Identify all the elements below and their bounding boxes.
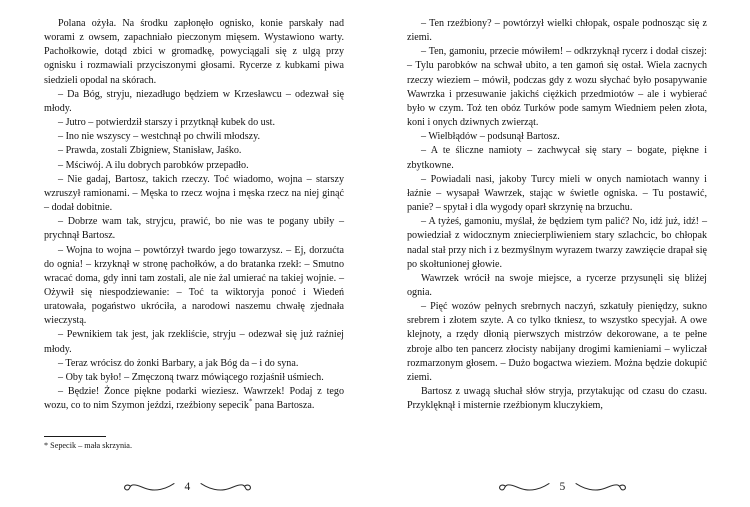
paragraph: – Ten rzeźbiony? – powtórzył wielki chłopak, ospale podnosząc się z ziemi. <box>407 18 707 44</box>
footnote-text: * Sepecik – mała skrzynia. <box>44 441 132 450</box>
paragraph: – Wielbłądów – podsunął Bartosz. <box>421 131 560 143</box>
folio-right <box>375 480 750 495</box>
flourish-ornament-right-icon <box>200 480 252 495</box>
paragraph: – Ino nie wszyscy – westchnął po chwili młodszy. <box>58 131 261 143</box>
folio-left <box>0 480 375 495</box>
body-text-left <box>44 17 344 413</box>
footnote-reference-marker[interactable]: * <box>248 397 253 406</box>
paragraph: – Dobrze wam tak, stryjcu, prawić, bo nie was te pogany ubiły – prychnął Bartosz. <box>44 216 344 242</box>
paragraph: – A tyżeś, gamoniu, myślał, że będziem tym palić? No, idź już, idź! – powiedział z widocznym zniecierpliwieniem stary szlachcic, bo chłopak nadal stał przy nich i z bezmyślnym wyrazem twarzy zawzięcie drapał się po skołtunionej głowie. <box>407 216 707 270</box>
flourish-ornament-left-icon <box>123 480 175 495</box>
page-number: 5 <box>559 480 566 493</box>
paragraph-with-footnote-ref <box>44 385 344 413</box>
paragraph: – Da Bóg, stryju, niezadługo będziem w Krzesławcu – odezwał się młody. <box>44 88 344 114</box>
paragraph: – Teraz wrócisz do żonki Barbary, a jak Bóg da – i do syna. <box>58 357 299 369</box>
flourish-ornament-right-icon <box>575 480 627 495</box>
paragraph: – Oby tak było! – Zmęczoną twarz mówiącego rozjaśnił uśmiech. <box>58 371 324 383</box>
paragraph: Polana ożyła. Na środku zapłonęło ognisko, konie parskały nad worami z owsem, zapachniało pieczonym mięsem. Wystawiono warty. Pachołkowie, dotąd zbici w gromadkę, powyciągali się z ulgą przy ognisku i rozmawiali przyciszonymi głosami. Rycerze z kubkami piwa siedzieli opodal na skórach. <box>44 18 344 86</box>
paragraph: – Mściwój. A ilu dobrych parobków przepadło. <box>58 159 249 171</box>
paragraph: Wawrzek wrócił na swoje miejsce, a rycerze przysunęli się bliżej ognia. <box>407 272 707 298</box>
page-right <box>375 0 750 507</box>
footnote-separator-rule <box>44 436 106 437</box>
paragraph-text-before-marker: – Będzie! Żonce piękne podarki wieziesz. Wawrzek! Podaj z tego wozu, co to nim Szymon jeździ, rzeźbiony sepecik <box>44 386 344 412</box>
paragraph: – Powiadali nasi, jakoby Turcy mieli w onych namiotach wanny i łaźnie – wysapał Wawrzek, stając w świetle ogniska. – Tu postawić, panie? – spytał i dla wygody oparł skrzynię na brzuchu. <box>407 173 707 214</box>
paragraph: – Ten, gamoniu, przecie mówiłem! – odkrzyknął rycerz i dodał ciszej: – Tylu parobków na schwał ubito, a ten gamoń się ostał. Wiela zacnych rzeczy wieziem – mówił, podczas gdy z wozu słychać było posapywanie Wawrzka i przesuwanie jakichś ciężkich przedmiotów – ale i wybierać było w czym. Toż ten obóz Turków pode samym Wiedniem pełen złota, koni i onych dziwnych zwierząt. <box>407 46 707 129</box>
paragraph: – A te śliczne namioty – zachwycał się stary – bogate, piękne i zbytkowne. <box>407 145 707 171</box>
paragraph: – Prawda, zostali Zbigniew, Stanisław, Jaśko. <box>58 145 242 157</box>
paragraph: – Jutro – potwierdził starszy i przytknął kubek do ust. <box>58 117 275 129</box>
body-text-right <box>407 17 707 413</box>
paragraph: Bartosz z uwagą słuchał słów stryja, przytakując od czasu do czasu. Przyklęknął i misternie rzeźbionym kluczykiem, <box>407 386 707 412</box>
flourish-ornament-left-icon <box>498 480 550 495</box>
page-number: 4 <box>184 480 191 493</box>
paragraph: – Nie gadaj, Bartosz, takich rzeczy. Toć wiadomo, wojna – starszy wzruszył ramionami. – Męska to rzecz wojna i męska rzecz na niej ginąć – dodał dobitnie. <box>44 173 344 214</box>
paragraph: – Pięć wozów pełnych srebrnych naczyń, szkatuły pieniędzy, sukno srebrem i złotem szyte. A co tylko tkniesz, to wszystko specyjał. A owe klejnoty, a rzędy dłonią pierwszych mistrzów dekorowane, a te pełne zbroje albo ten pancerz złocisty nabijany drogimi kamieniami – wyliczał rozmarzonym głosem. – Dużo bogactwa wieziem. Można będzie dokupić ziemi. <box>407 301 707 383</box>
paragraph-text-after-marker: pana Bartosza. <box>252 400 315 412</box>
footnote-area <box>44 436 344 452</box>
paragraph: – Pewnikiem tak jest, jak rzekliście, stryju – odezwał się już raźniej młody. <box>44 329 344 355</box>
paragraph: – Wojna to wojna – powtórzył twardo jego towarzysz. – Ej, dorzućta do ognia! – krzyknął w stronę pachołków, a do bratanka rzekł: – Smutno wracać doma, gdy inni tam zostali, ale nie żal umierać na takiej wojnie. – Ożywił się niespodziewanie: – Toć ta wiktoryja ponoć i Wiedeń uratowała, pogaństwo ukróciła, a narodowi naszemu chwałę zjednała wieczystą. <box>44 244 344 327</box>
